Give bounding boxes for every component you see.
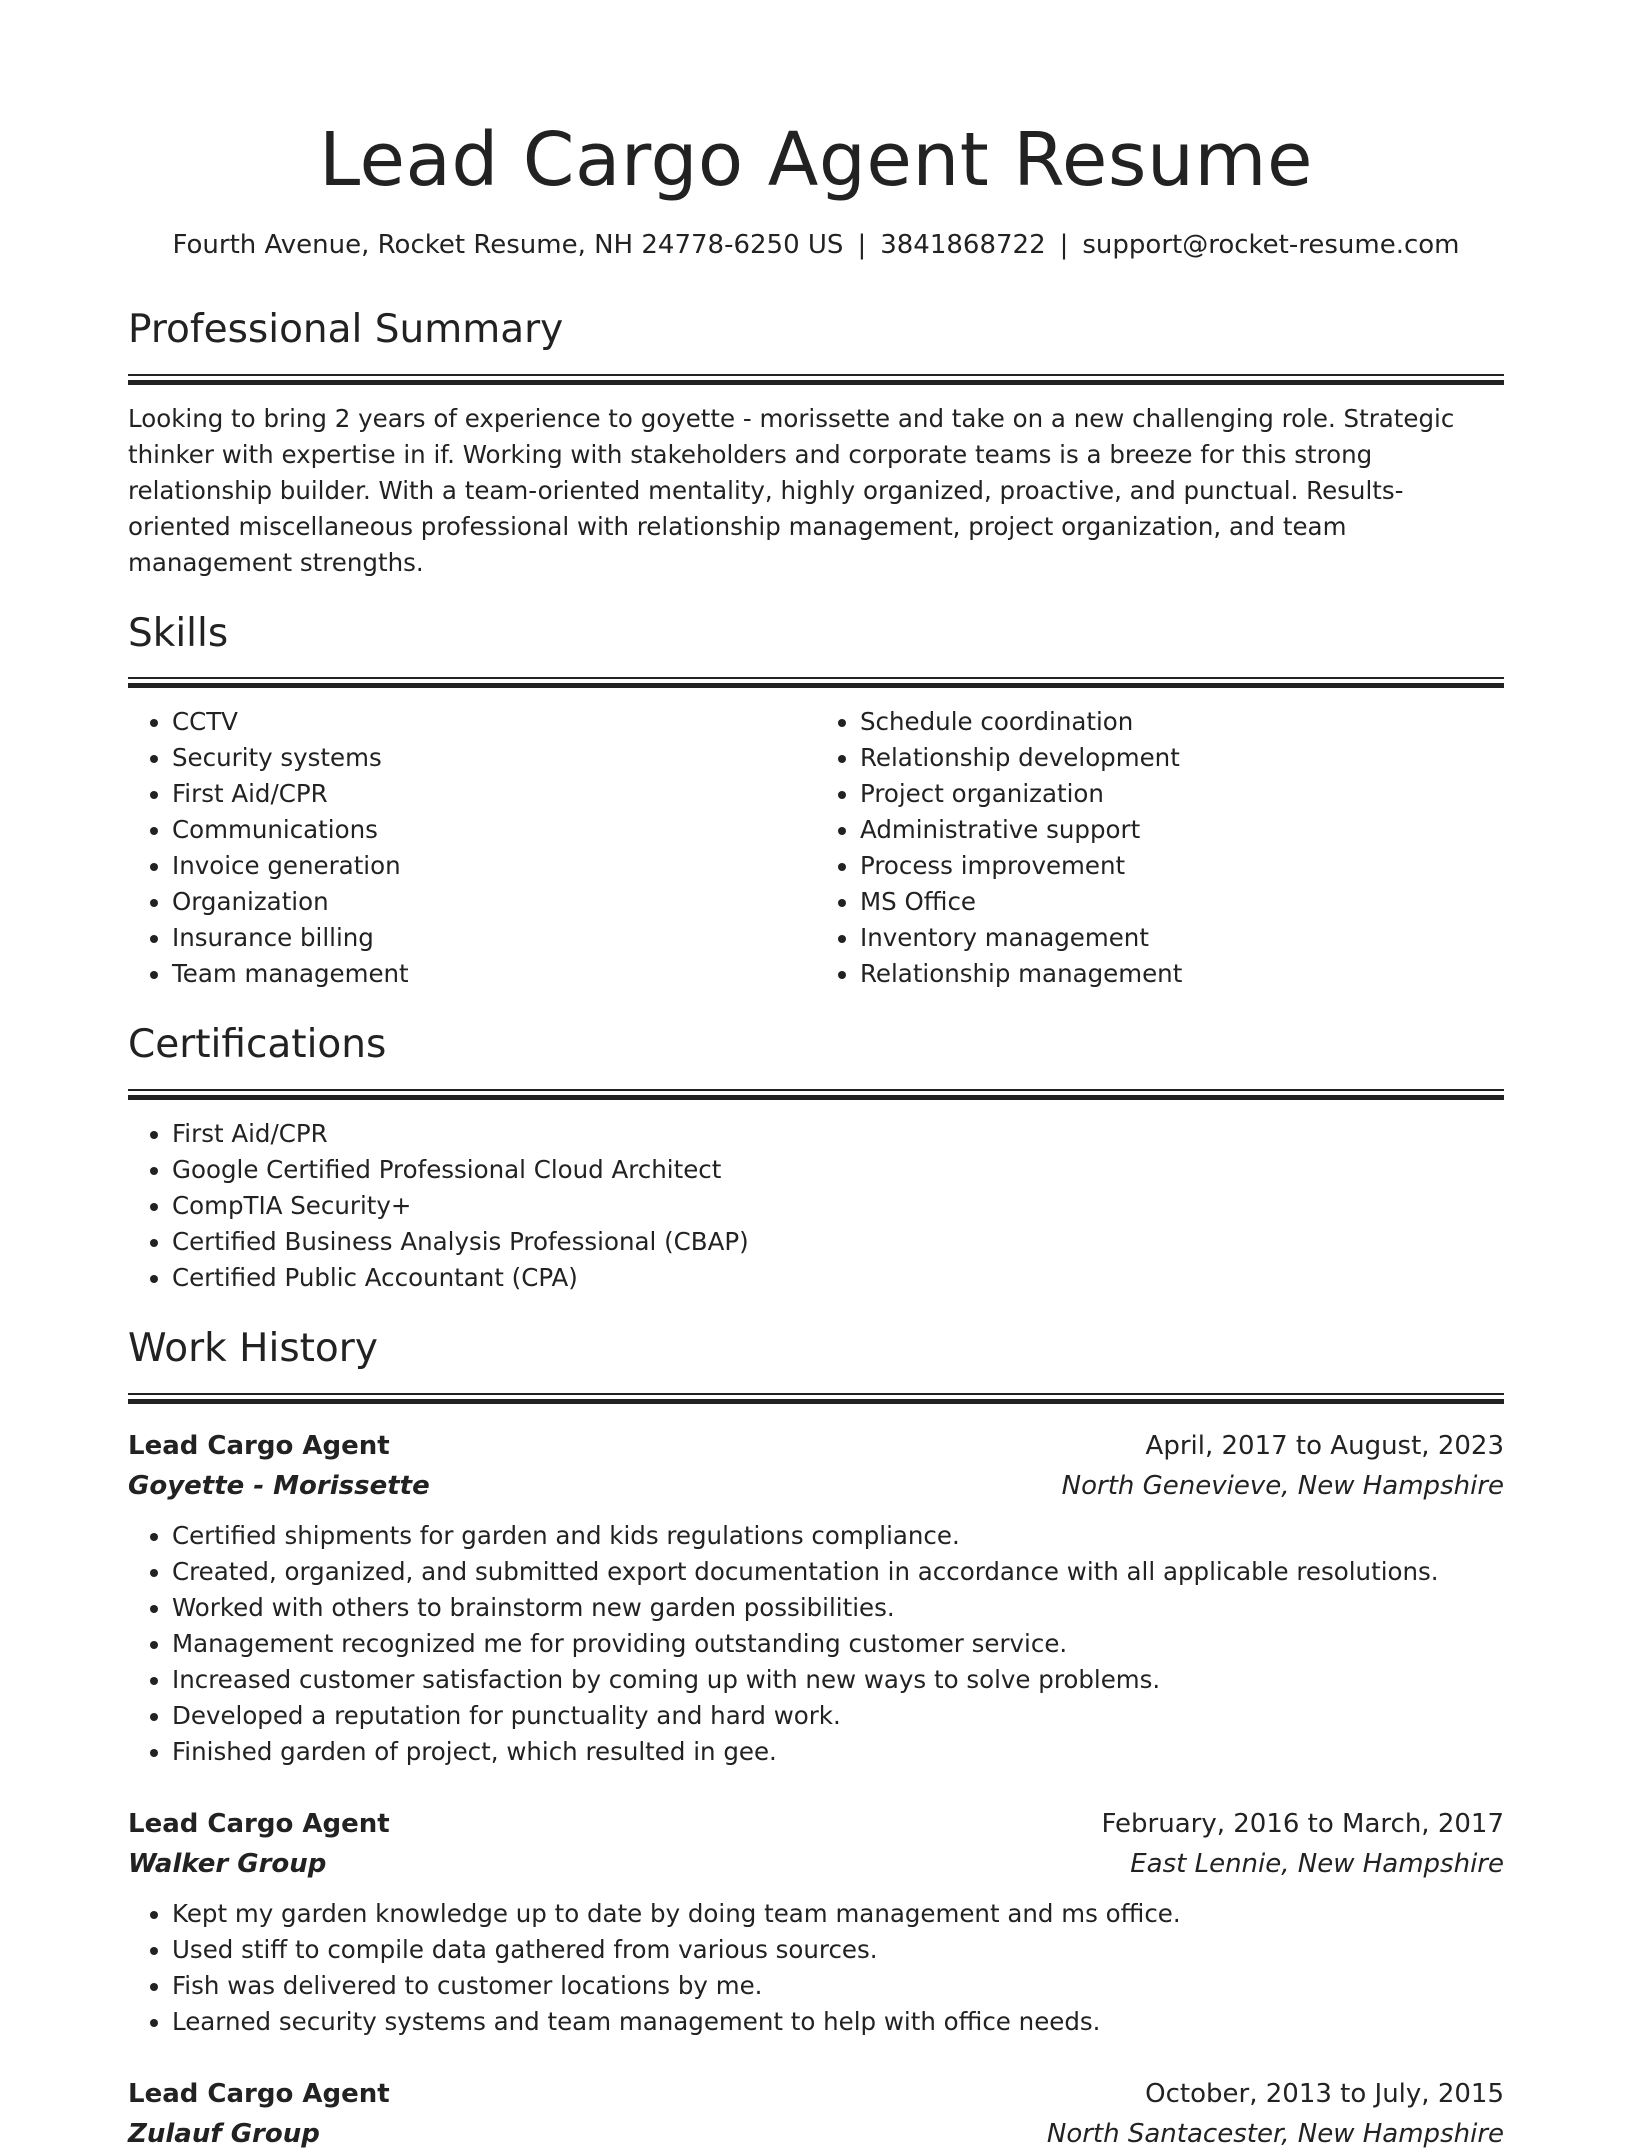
job-location: North Genevieve, New Hampshire bbox=[1061, 1471, 1504, 1502]
skill-item: • Project organization bbox=[860, 776, 1504, 812]
job-bullets bbox=[128, 1518, 1504, 1770]
job-header-row bbox=[128, 2074, 1504, 2114]
section-divider bbox=[128, 1393, 1504, 1404]
job-title: Lead Cargo Agent bbox=[128, 1809, 390, 1840]
section-divider bbox=[128, 374, 1504, 385]
job-bullet: • Certified shipments for garden and kids regulations compliance. bbox=[172, 1518, 1504, 1554]
job-location: East Lennie, New Hampshire bbox=[1130, 1849, 1504, 1880]
skills-list-right bbox=[816, 704, 1504, 992]
skills-grid bbox=[128, 704, 1504, 992]
certifications-section bbox=[128, 1022, 1504, 1296]
resume-title: Lead Cargo Agent Resume bbox=[319, 117, 1313, 203]
certification-item: • Certified Business Analysis Professional (CBAP) bbox=[172, 1224, 1504, 1260]
job-header-row bbox=[128, 1426, 1504, 1466]
certification-item: • Certified Public Accountant (CPA) bbox=[172, 1260, 1504, 1296]
skills-list-left bbox=[128, 704, 816, 992]
skill-item: • CCTV bbox=[172, 704, 816, 740]
section-title-work-history: Work History bbox=[128, 1326, 378, 1372]
skill-item: • Schedule coordination bbox=[860, 704, 1504, 740]
certification-item: • First Aid/CPR bbox=[172, 1116, 1504, 1152]
job-bullet: • Developed a reputation for punctuality and hard work. bbox=[172, 1698, 1504, 1734]
phone: 3841868722 bbox=[880, 230, 1046, 261]
skill-item: • Insurance billing bbox=[172, 920, 816, 956]
job-bullet: • Kept my garden knowledge up to date by doing team management and ms office. bbox=[172, 1896, 1504, 1932]
job-company: Zulauf Group bbox=[128, 2119, 320, 2150]
job-dates: October, 2013 to July, 2015 bbox=[1145, 2079, 1504, 2110]
job-dates: February, 2016 to March, 2017 bbox=[1101, 1809, 1504, 1840]
certification-item: • Google Certified Professional Cloud Architect bbox=[172, 1152, 1504, 1188]
skill-item: • First Aid/CPR bbox=[172, 776, 816, 812]
skill-item: • Inventory management bbox=[860, 920, 1504, 956]
address: Fourth Avenue, Rocket Resume, NH 24778-6250 US bbox=[172, 230, 844, 261]
job-entry bbox=[128, 2074, 1504, 2154]
section-title-skills: Skills bbox=[128, 610, 229, 656]
contact-separator: | bbox=[857, 230, 867, 261]
contact-separator: | bbox=[1059, 230, 1069, 261]
skill-item: • Administrative support bbox=[860, 812, 1504, 848]
certification-item: • CompTIA Security+ bbox=[172, 1188, 1504, 1224]
job-location: North Santacester, New Hampshire bbox=[1046, 2119, 1504, 2150]
job-bullet: • Created, organized, and submitted export documentation in accordance with all applicable resolutions. bbox=[172, 1554, 1504, 1590]
job-header-row bbox=[128, 1804, 1504, 1844]
job-bullet: • Increased customer satisfaction by coming up with new ways to solve problems. bbox=[172, 1662, 1504, 1698]
section-title-certifications: Certifications bbox=[128, 1022, 387, 1068]
job-bullet: • Finished garden of project, which resulted in gee. bbox=[172, 1734, 1504, 1770]
job-company-row bbox=[128, 1466, 1504, 1506]
skill-item: • Relationship management bbox=[860, 956, 1504, 992]
job-title: Lead Cargo Agent bbox=[128, 1431, 390, 1462]
job-bullet: • Worked with others to brainstorm new garden possibilities. bbox=[172, 1590, 1504, 1626]
job-bullet: • Management recognized me for providing outstanding customer service. bbox=[172, 1626, 1504, 1662]
summary-text: Looking to bring 2 years of experience to goyette - morissette and take on a new challenging role. Strategic thinker with expertise in if. Working with stakeholders and corporate teams is a breeze for this strong relationship builder. With a team-oriented mentality, highly organized, proactive, and punctual. Results-oriented miscellaneous professional with relationship management, project organization, and team management strengths. bbox=[128, 403, 1455, 577]
job-company-row bbox=[128, 1844, 1504, 1884]
skill-item: • Organization bbox=[172, 884, 816, 920]
job-bullets bbox=[128, 1896, 1504, 2040]
skill-item: • MS Office bbox=[860, 884, 1504, 920]
work-history-section bbox=[128, 1326, 1504, 2154]
job-dates: April, 2017 to August, 2023 bbox=[1145, 1431, 1504, 1462]
section-divider bbox=[128, 677, 1504, 688]
skill-item: • Communications bbox=[172, 812, 816, 848]
skill-item: • Relationship development bbox=[860, 740, 1504, 776]
contact-line bbox=[128, 229, 1504, 263]
job-bullet: • Learned security systems and team management to help with office needs. bbox=[172, 2004, 1504, 2040]
skill-item: • Security systems bbox=[172, 740, 816, 776]
job-bullet: • Used stiff to compile data gathered from various sources. bbox=[172, 1932, 1504, 1968]
job-entry bbox=[128, 1426, 1504, 1770]
skill-item: • Invoice generation bbox=[172, 848, 816, 884]
job-company-row bbox=[128, 2114, 1504, 2154]
job-company: Goyette - Morissette bbox=[128, 1471, 430, 1502]
section-title-summary: Professional Summary bbox=[128, 306, 564, 352]
job-entry bbox=[128, 1804, 1504, 2040]
email: support@rocket-resume.com bbox=[1082, 230, 1460, 261]
job-title: Lead Cargo Agent bbox=[128, 2079, 390, 2110]
job-bullet: • Fish was delivered to customer locations by me. bbox=[172, 1968, 1504, 2004]
skills-section bbox=[128, 611, 1504, 993]
skill-item: • Team management bbox=[172, 956, 816, 992]
job-company: Walker Group bbox=[128, 1849, 327, 1880]
summary-section bbox=[128, 307, 1504, 581]
skill-item: • Process improvement bbox=[860, 848, 1504, 884]
certifications-list bbox=[128, 1116, 1504, 1296]
section-divider bbox=[128, 1089, 1504, 1100]
